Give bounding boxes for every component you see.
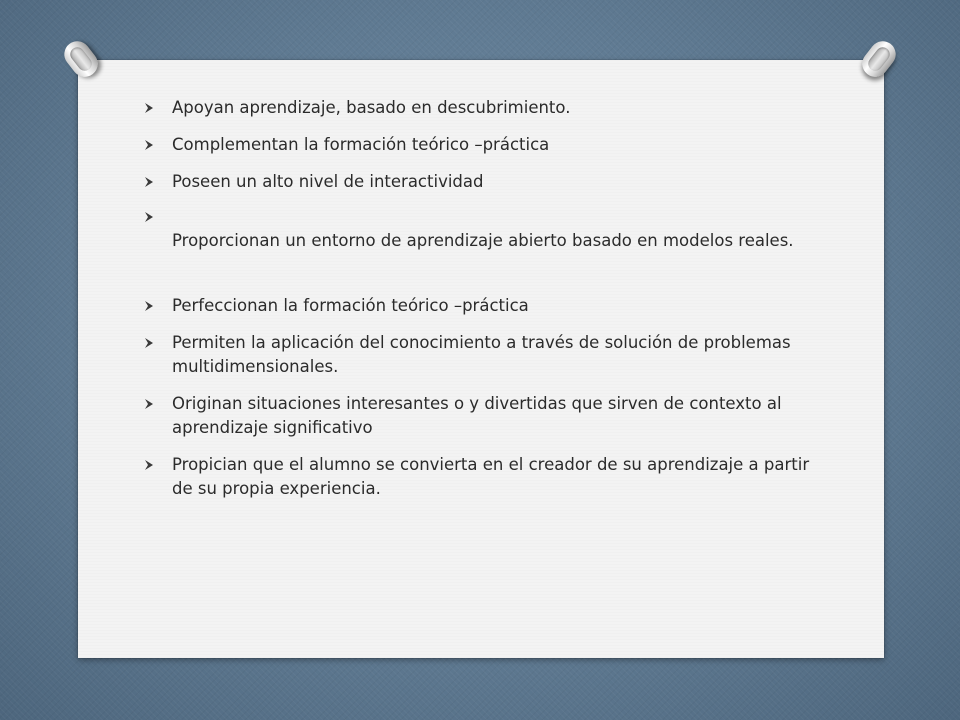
bullet-item (142, 205, 832, 253)
bullet-item (142, 96, 832, 120)
bullet-item (142, 170, 832, 194)
bullet-text: Apoyan aprendizaje, basado en descubrimiento. (172, 98, 571, 117)
bullet-text: Propician que el alumno se convierta en el creador de su aprendizaje a partir de su propia experiencia. (172, 455, 810, 498)
arrowhead-bullet-icon (142, 331, 156, 355)
bullet-item (142, 331, 832, 379)
bullet-text: Permiten la aplicación del conocimiento a través de solución de problemas multidimensionales. (172, 333, 791, 376)
arrowhead-bullet-icon (142, 133, 156, 157)
arrowhead-bullet-icon (142, 96, 156, 120)
bullet-item (142, 133, 832, 157)
bullet-text: Perfeccionan la formación teórico –práctica (172, 296, 529, 315)
arrowhead-bullet-icon (142, 392, 156, 416)
bullet-item (142, 392, 832, 440)
arrowhead-bullet-icon (142, 294, 156, 318)
bullet-text: Proporcionan un entorno de aprendizaje abierto basado en modelos reales. (172, 231, 794, 250)
arrowhead-bullet-icon (142, 205, 156, 229)
bullet-text: Originan situaciones interesantes o y divertidas que sirven de contexto al aprendizaje significativo (172, 394, 782, 437)
arrowhead-bullet-icon (142, 453, 156, 477)
bullet-text: Complementan la formación teórico –práctica (172, 135, 550, 154)
bullet-item (142, 453, 832, 501)
bullet-spacer (172, 205, 832, 229)
bullet-list (142, 96, 832, 514)
bullet-item (142, 294, 832, 318)
bullet-text: Poseen un alto nivel de interactividad (172, 172, 484, 191)
arrowhead-bullet-icon (142, 170, 156, 194)
